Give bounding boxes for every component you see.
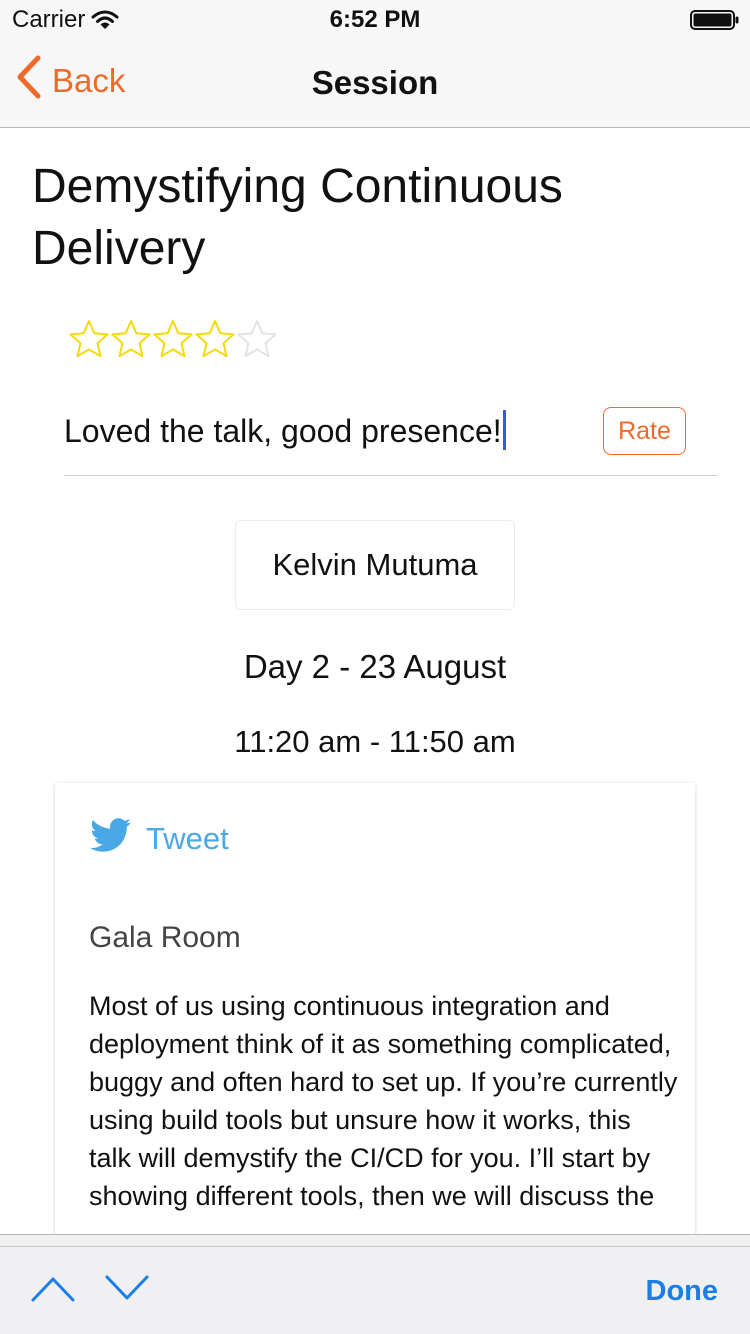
- star-filled-icon[interactable]: [194, 318, 236, 360]
- back-label: Back: [52, 62, 126, 99]
- page-title: Session: [311, 64, 439, 101]
- room-label: Gala Room: [89, 921, 241, 954]
- tweet-label: Tweet: [146, 821, 229, 856]
- star-filled-icon[interactable]: [152, 318, 194, 360]
- toolbar-divider: [0, 1246, 750, 1247]
- session-card: [55, 783, 695, 1234]
- navigation-bar: [0, 40, 750, 128]
- comment-input[interactable]: [64, 410, 506, 450]
- session-title: Demystifying Continuous Delivery: [32, 160, 563, 275]
- carrier-label: Carrier: [12, 6, 86, 33]
- session-description: Most of us using continuous integration and deployment think of it as something complicated, buggy and often hard to set up. If you’re currently using build tools but unsure how it works, this talk will demystify the CI/CD for you. I’ll start by showing different tools, then we will discuss the: [89, 991, 678, 1211]
- comment-text: Loved the talk, good presence!: [64, 413, 502, 449]
- done-button[interactable]: Done: [645, 1275, 718, 1307]
- chevron-down-icon: [104, 1273, 150, 1303]
- star-filled-icon[interactable]: [110, 318, 152, 360]
- previous-field-button[interactable]: [30, 1273, 76, 1303]
- chevron-up-icon: [30, 1273, 76, 1303]
- battery-icon: [690, 10, 740, 30]
- star-filled-icon[interactable]: [68, 318, 110, 360]
- speaker-button[interactable]: Kelvin Mutuma: [235, 520, 515, 610]
- session-time: 11:20 am - 11:50 am: [234, 724, 516, 759]
- text-caret: [503, 410, 506, 450]
- session-day: Day 2 - 23 August: [243, 648, 507, 685]
- twitter-bird-icon: [90, 818, 132, 860]
- next-field-button[interactable]: [104, 1273, 150, 1303]
- keyboard-toolbar: [0, 1234, 750, 1334]
- tweet-button[interactable]: [90, 818, 229, 860]
- star-rating[interactable]: [68, 318, 278, 360]
- rate-button[interactable]: Rate: [603, 407, 686, 455]
- session-detail[interactable]: [0, 128, 750, 1234]
- status-bar: [0, 0, 750, 40]
- comment-row: [64, 398, 718, 476]
- clock: 6:52 PM: [329, 6, 421, 33]
- star-empty-icon[interactable]: [236, 318, 278, 360]
